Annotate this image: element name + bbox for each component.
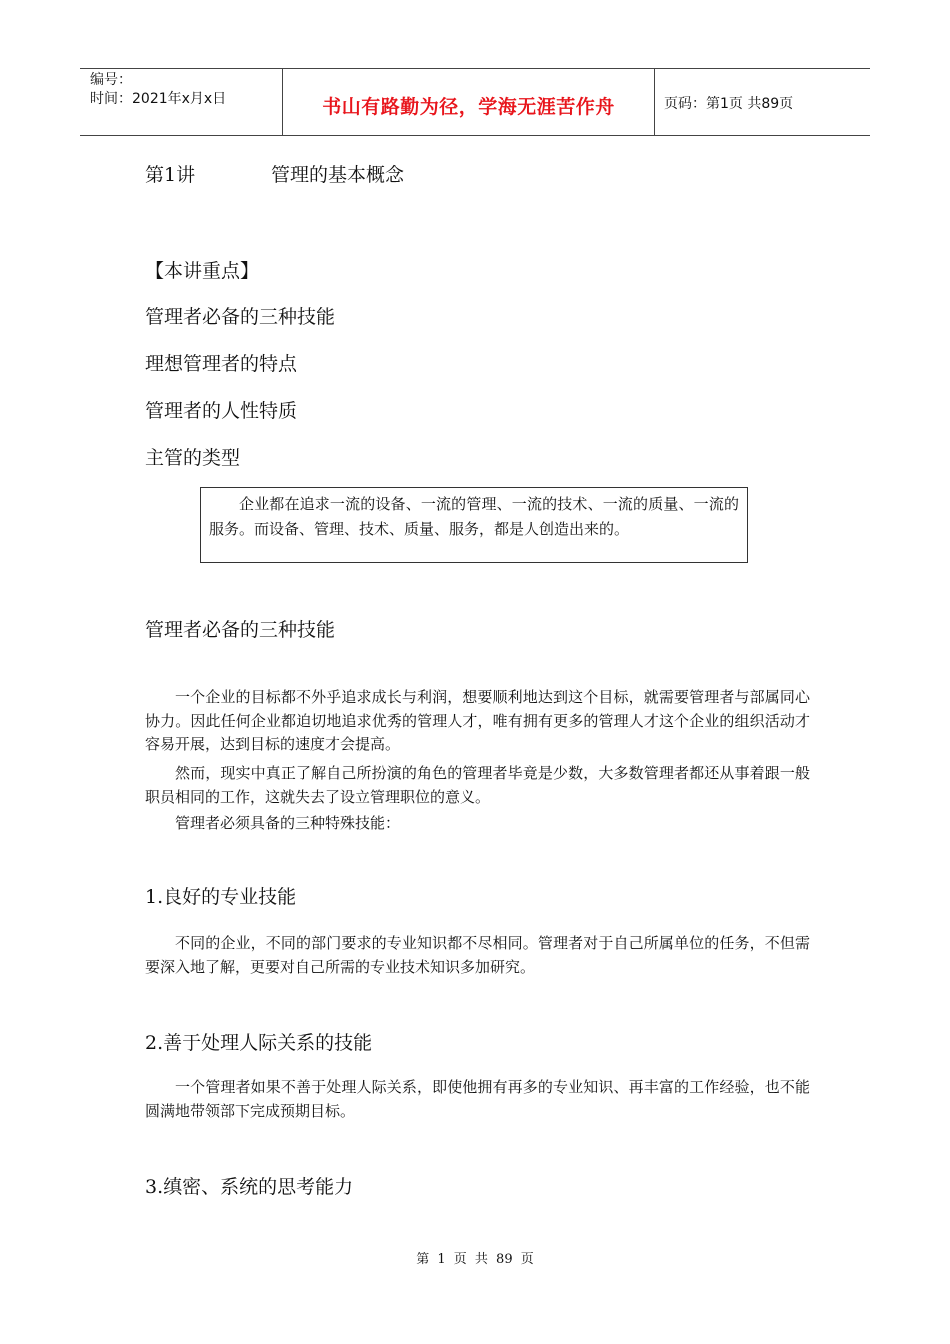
header-page-label: 页码：第1页 共89页 — [664, 96, 794, 112]
header-meta — [90, 71, 226, 109]
skill-text: 一个管理者如果不善于处理人际关系，即使他拥有再多的专业知识、再丰富的工作经验，也不能圆满地带领部下完成预期目标。 — [145, 1078, 810, 1120]
section-heading: 管理者必备的三种技能 — [145, 619, 336, 641]
page-footer: 第 1 页 共 89 页 — [416, 1252, 534, 1267]
focus-item: 管理者的人性特质 — [145, 400, 298, 422]
header-top-border — [80, 68, 870, 69]
focus-item: 主管的类型 — [145, 447, 241, 469]
header-divider-right — [654, 69, 655, 136]
quote-box: 企业都在追求一流的设备、一流的管理、一流的技术、一流的质量、一流的服务。而设备、管理、技术、质量、服务，都是人创造出来的。 — [200, 487, 748, 563]
skill-text: 不同的企业，不同的部门要求的专业知识都不尽相同。管理者对于自己所属单位的任务，不但需要深入地了解，更要对自己所需的专业技术知识多加研究。 — [145, 934, 810, 976]
skill-heading: 3.缜密、系统的思考能力 — [145, 1176, 354, 1198]
lecture-number: 第1讲 — [145, 164, 196, 186]
serial-label: 编号： — [90, 72, 132, 88]
focus-item: 理想管理者的特点 — [145, 353, 298, 375]
body-paragraph: 然而，现实中真正了解自己所扮演的角色的管理者毕竟是少数，大多数管理者都还从事着跟一般职员相同的工作，这就失去了设立管理职位的意义。 — [145, 764, 810, 806]
header-motto: 书山有路勤为径，学海无涯苦作舟 — [322, 96, 615, 118]
focus-heading: 【本讲重点】 — [145, 260, 260, 282]
body-paragraph: 一个企业的目标都不外乎追求成长与利润，想要顺利地达到这个目标，就需要管理者与部属同心协力。因此任何企业都迫切地追求优秀的管理人才，唯有拥有更多的管理人才这个企业的组织活动才容易开展，达到目标的速度才会提高。 — [145, 688, 810, 753]
skill-heading: 1.良好的专业技能 — [145, 886, 297, 908]
skill-heading: 2.善于处理人际关系的技能 — [145, 1032, 373, 1054]
body-paragraph: 管理者必须具备的三种特殊技能： — [175, 814, 401, 832]
lecture-title: 管理的基本概念 — [271, 164, 405, 186]
time-label: 时间：2021年x月x日 — [90, 91, 227, 107]
header-bottom-border — [80, 135, 870, 136]
focus-item: 管理者必备的三种技能 — [145, 306, 336, 328]
